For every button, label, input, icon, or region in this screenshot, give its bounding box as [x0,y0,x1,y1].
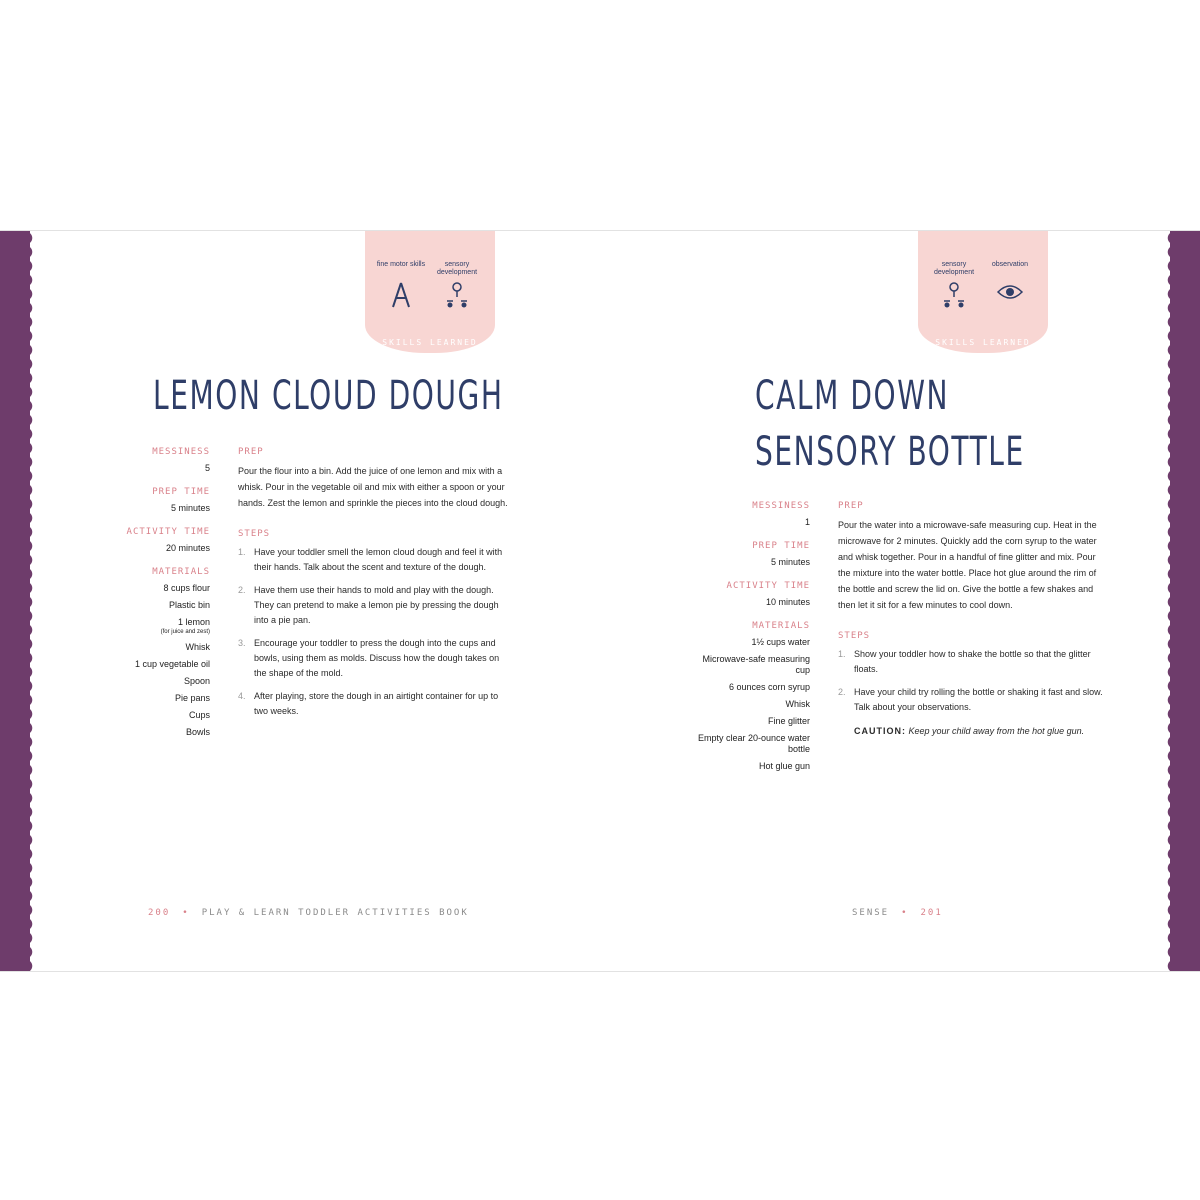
skills-tab-left [365,231,495,353]
skills-learned-caption: SKILLS LEARNED [935,338,1031,347]
material-item: 1 cup vegetable oil [134,659,210,669]
page-footer-left: 200 • PLAY & LEARN TODDLER ACTIVITIES BOOK [148,908,469,918]
skill-label: observation [991,261,1029,268]
activity-time-label: ACTIVITY TIME [126,527,210,537]
activity-info-sidebar [90,447,210,744]
material-item: Cups [188,710,210,720]
materials-label: MATERIALS [752,621,810,631]
prep-time-label: PREP TIME [752,541,810,551]
material-note: (for juice and zest) [160,629,210,635]
page-footer-right: SENSE • 201 [852,908,943,918]
pencil-icon [389,281,413,309]
skill-sensory [926,261,982,309]
material-item: Whisk [185,642,210,652]
steps-label: STEPS [238,529,271,539]
activity-body [838,501,1110,739]
messiness-value: 1 [804,517,810,527]
steps-list [238,545,510,719]
material-item: 6 ounces corn syrup [728,682,810,692]
step-item: 1. Have your toddler smell the lemon cloud dough and feel it with their hands. Talk about the scent and texture of the dough. [238,547,503,572]
page-number: 200 [148,908,171,918]
prep-time-value: 5 minutes [170,503,210,513]
materials-list [90,583,210,738]
sensory-icon [940,281,968,309]
prep-time-value: 5 minutes [770,557,810,567]
material-item: Bowls [185,727,210,737]
prep-time-label: PREP TIME [152,487,210,497]
material-item: Pie pans [174,693,210,703]
material-item: Plastic bin [168,600,210,610]
skill-label: sensory development [933,261,975,276]
steps-label: STEPS [838,631,871,641]
material-item: Microwave-safe measuring cup [702,654,810,675]
messiness-value: 5 [204,463,210,473]
material-item: Empty clear 20-ounce water bottle [697,733,810,754]
activity-time-value: 10 minutes [765,597,810,607]
step-item: 4. After playing, store the dough in an airtight container for up to two weeks. [238,691,499,716]
activity-info-sidebar [690,501,810,778]
material-item: 1½ cups water [751,637,810,647]
activity-title: LEMON CLOUD DOUGH [153,373,504,419]
page-number: 201 [920,908,943,918]
material-item: Whisk [785,699,810,709]
caution-label: CAUTION: [854,726,906,736]
skill-observation [982,261,1038,303]
messiness-label: MESSINESS [152,447,210,457]
activity-time-value: 20 minutes [165,543,210,553]
step-item: 2. Have your child try rolling the bottle or shaking it fast and slow. Talk about your observations. [838,687,1103,712]
skill-label: sensory development [436,261,478,276]
right-page-edge [1170,231,1200,971]
eye-icon [996,281,1024,303]
prep-label: PREP [838,501,864,511]
caution-note [854,723,1110,739]
step-item: 1. Show your toddler how to shake the bottle so that the glitter floats. [838,649,1091,674]
skill-sensory [429,261,485,309]
skills-tab-right [918,231,1048,353]
caution-text: Keep your child away from the hot glue gun. [908,726,1085,736]
material-item: Spoon [183,676,210,686]
activity-title-line-1: CALM DOWN [755,373,950,419]
material-item: Hot glue gun [758,761,810,771]
skill-fine-motor [373,261,429,309]
material-item: 1 lemon (for juice and zest) [90,617,210,636]
skills-learned-caption: SKILLS LEARNED [382,338,478,347]
prep-text: Pour the water into a microwave-safe measuring cup. Heat in the microwave for 2 minutes. Quickly add the corn syrup to the water and whisk together. Pour in a handful of fine glitter and mix. Pour the mixture into the water bottle. Place hot glue around the rim of the bottle and screw the lid on. Give the bottle a few shakes and then let it sit for a few minutes to cool down. [838,520,1097,610]
activity-body [238,447,510,727]
step-item: 2. Have them use their hands to mold and play with the dough. They can pretend to make a lemon pie by pressing the dough into a pie pan. [238,585,499,625]
chapter-title: SENSE [852,908,890,918]
steps-list [838,647,1110,715]
right-scallop-border [1164,231,1174,971]
materials-label: MATERIALS [152,567,210,577]
messiness-label: MESSINESS [752,501,810,511]
activity-title-line-2: SENSORY BOTTLE [755,429,1025,475]
book-title: PLAY & LEARN TODDLER ACTIVITIES BOOK [201,908,469,918]
sensory-icon [443,281,471,309]
activity-time-label: ACTIVITY TIME [726,581,810,591]
material-item: 8 cups flour [163,583,210,593]
step-item: 3. Encourage your toddler to press the dough into the cups and bowls, using them as molds. Discuss how the dough takes on the shape of the mold. [238,638,500,678]
materials-list [690,637,810,772]
material-item: Fine glitter [767,716,810,726]
skill-label: fine motor skills [376,261,426,268]
prep-label: PREP [238,447,264,457]
prep-text: Pour the flour into a bin. Add the juice of one lemon and mix with a whisk. Pour in the vegetable oil and mix with either a spoon or your hands. Zest the lemon and sprinkle the pieces into the cloud dough. [238,466,508,508]
book-spread [0,230,1200,972]
left-scallop-border [26,231,36,971]
